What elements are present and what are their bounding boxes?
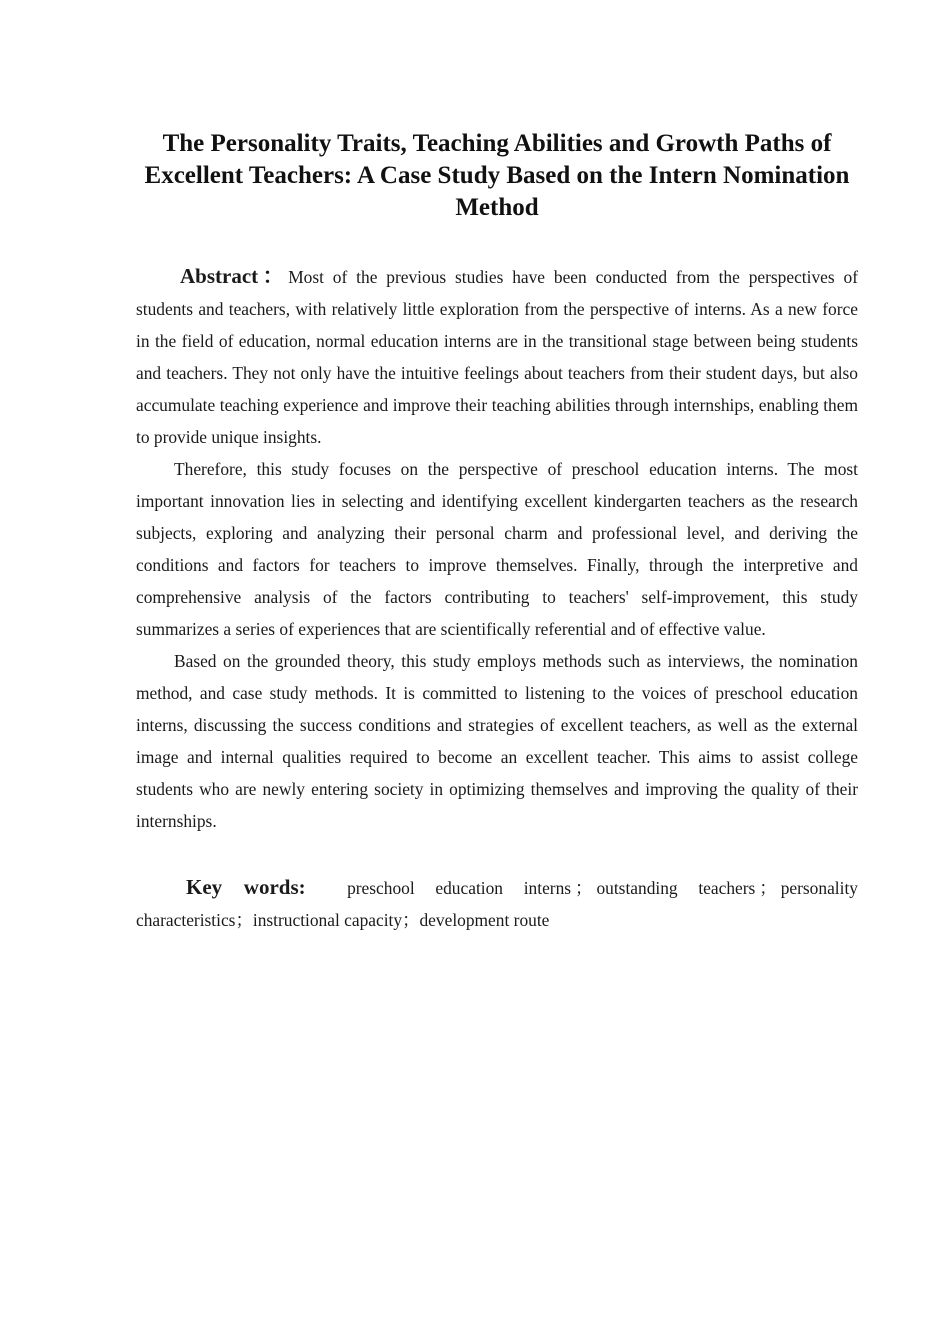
keyword-separator: ； — [759, 878, 777, 898]
keyword-item: instructional capacity — [252, 910, 403, 930]
keyword-separator: ； — [575, 878, 593, 898]
keywords-label: Key words: — [186, 875, 306, 899]
document-page — [136, 128, 858, 936]
abstract-section — [136, 260, 858, 837]
abstract-paragraph-1 — [136, 260, 858, 453]
keyword-separator: ； — [402, 910, 420, 930]
keywords-section — [136, 871, 858, 936]
abstract-label: Abstract： — [180, 264, 289, 288]
keyword-item: outstanding teachers — [596, 878, 756, 898]
keyword-item: preschool education interns — [347, 878, 572, 898]
abstract-paragraph-3: Based on the grounded theory, this study employs methods such as interviews, the nomination method, and case study methods. It is committed to listening to the voices of preschool education interns, discussing the success conditions and strategies of excellent teachers, as well as the external image and internal qualities required to become an excellent teacher. This aims to assist college students who are newly entering society in optimizing themselves and improving the quality of their internships. — [136, 651, 858, 831]
keyword-item: personality characteristics — [136, 878, 858, 930]
keyword-item: development route — [419, 910, 550, 930]
keyword-separator: ； — [235, 910, 253, 930]
abstract-paragraph-2: Therefore, this study focuses on the perspective of preschool education interns. The most important innovation lies in selecting and identifying excellent kindergarten teachers as the research subjects, exploring and analyzing their personal charm and professional level, and deriving the conditions and factors for teachers to improve themselves. Finally, through the interpretive and comprehensive analysis of the factors contributing to teachers' self-improvement, this study summarizes a series of experiences that are scientifically referential and of effective value. — [136, 459, 858, 639]
abstract-text-1: Most of the previous studies have been conducted from the perspectives of students and teachers, with relatively little exploration from the perspective of interns. As a new force in the field of education, normal education interns are in the transitional stage between being students and teachers. They not only have the intuitive feelings about teachers from their student days, but also accumulate teaching experience and improve their teaching abilities through internships, enabling them to provide unique insights. — [136, 267, 858, 447]
page-title: The Personality Traits, Teaching Abilities and Growth Paths of Excellent Teachers: A Case Study Based on the Intern Nomination Method — [144, 130, 850, 221]
